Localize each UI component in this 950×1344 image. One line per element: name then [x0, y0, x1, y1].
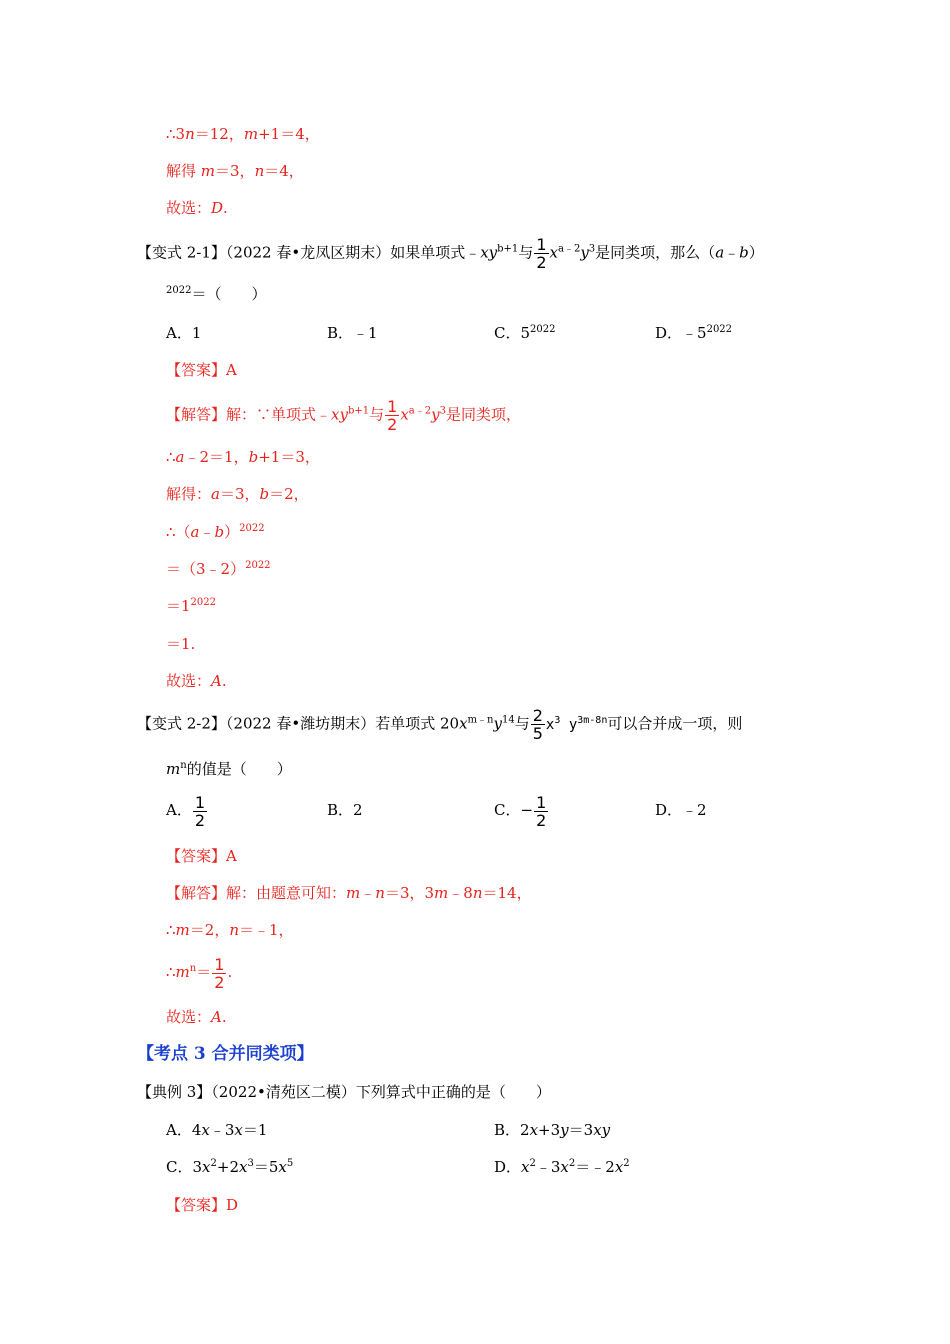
option-c: C．− $\frac{1}{2}$	[494, 792, 547, 830]
fraction: $\frac{1}{2}$	[536, 235, 547, 272]
fraction: $\frac{1}{2}$	[387, 397, 398, 434]
option-c: C．$5^{2022}$	[494, 324, 556, 342]
solution-line: 解得：a＝3，b＝2，	[166, 485, 309, 503]
answer: 【答案】A	[166, 361, 237, 379]
solution-line: ＝1.	[166, 635, 196, 653]
option-d: D．$x^2﹣3x^2=﹣2x^2$	[494, 1158, 630, 1176]
solution-line: 【解答】解：∵单项式$﹣xy^{b+1}$与 $\frac{1}{2}$ $x^{a﹣2}y^3$是同类项，	[166, 397, 521, 434]
solution-line: 解得 m＝3，n＝4，	[166, 162, 304, 180]
option-d: D．﹣2	[655, 801, 707, 819]
solution-line: 故选：A.	[166, 672, 227, 690]
solution-line: 【解答】解：由题意可知：m﹣n＝3，3m﹣8n＝14，	[166, 884, 532, 902]
solution-line: ＝（3﹣2）$^{2022}$	[166, 560, 271, 578]
solution-line: $=1^{2022}$	[166, 597, 216, 615]
fraction: $\frac{1}{2}$	[194, 792, 206, 830]
solution-line: ∴a﹣2＝1，b+1＝3，	[166, 448, 320, 466]
fraction: $\frac{2}{5}$	[532, 706, 543, 743]
solution-line: ∴3n＝12，m+1＝4，	[166, 125, 320, 143]
option-c: C．$3x^2+2x^3=5x^5$	[166, 1158, 294, 1176]
question-line-2: $m^n$的值是（ ）	[166, 760, 292, 778]
solution-line: ∴m＝2，n＝﹣1，	[166, 921, 294, 939]
option-b: B．2x+3y＝3xy	[494, 1121, 611, 1139]
option-a: A．4x﹣3x＝1	[166, 1121, 268, 1139]
option-a: A．1	[166, 324, 202, 342]
option-a: A． $\frac{1}{2}$	[166, 792, 206, 830]
solution-line: 故选：D.	[166, 199, 228, 217]
answer: 【答案】A	[166, 847, 237, 865]
option-b: B．﹣1	[327, 324, 378, 342]
question-line-2: $^{2022}$＝（ ）	[166, 285, 267, 303]
question-example-3: 【典例 3】（2022•清苑区二模）下列算式中正确的是（ ）	[137, 1083, 551, 1101]
question-variant-2-2: 【变式 2-2】（2022 春•潍坊期末）若单项式 $20x^{m﹣n}y^{14}$与 $\frac{2}{5}$ $x^3$ $y^{3m-8n}$可以合并成一项，则	[137, 706, 743, 743]
option-b: B．2	[327, 801, 363, 819]
question-variant-2-1: 【变式 2-1】（2022 春•龙凤区期末）如果单项式$﹣xy^{b+1}$与 $\frac{1}{2}$ $x^{a﹣2}y^3$是同类项，那么（a﹣b）	[137, 235, 764, 272]
solution-line: ∴（a﹣b）$^{2022}$	[166, 523, 265, 541]
solution-line: 故选：A.	[166, 1008, 227, 1026]
math-image: $x^3$ $y^{3m-8n}$	[545, 714, 608, 733]
section-heading: 【考点 3 合并同类项】	[137, 1044, 314, 1064]
fraction: $\frac{1}{2}$	[536, 792, 547, 830]
solution-line: $\therefore m^n=$ $\frac{1}{2}$ .	[166, 954, 233, 992]
option-d: D．$﹣5^{2022}$	[655, 324, 733, 342]
fraction: $\frac{1}{2}$	[214, 954, 225, 992]
answer: 【答案】D	[166, 1196, 239, 1214]
